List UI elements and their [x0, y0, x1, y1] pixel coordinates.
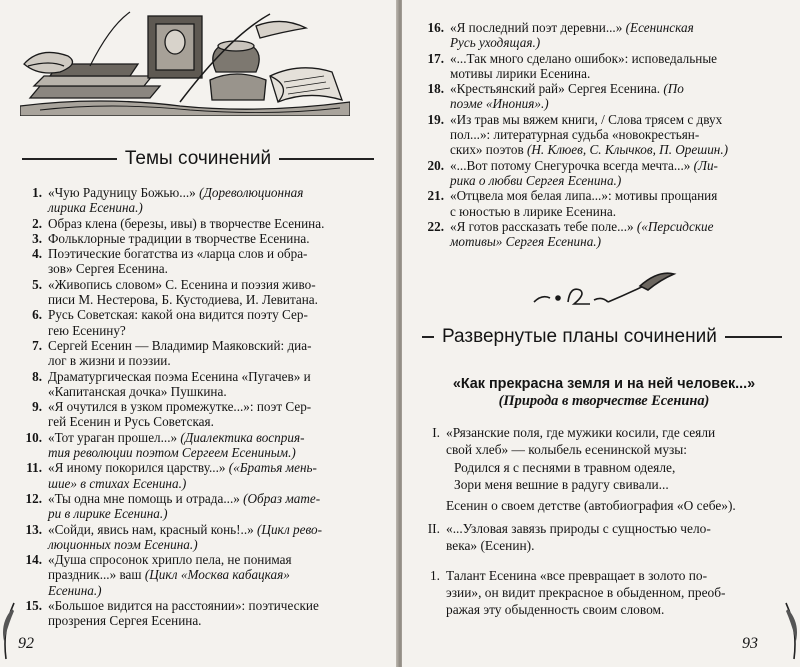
topic-item	[20, 399, 370, 430]
topic-number: 21.	[427, 188, 444, 204]
topic-item	[420, 188, 780, 219]
quill-flourish-icon	[528, 268, 678, 312]
topic-text: «Душа спросонок хрипло пела, не понимая праздник...» ваш (Цикл «Москва кабацкая» Есенина.)	[48, 552, 292, 598]
left-page	[0, 0, 398, 667]
topic-item	[420, 158, 780, 189]
plan-section-text: «Рязанские поля, где мужики косили, где сеяли свой хлеб» — колыбель есенинской музы:	[446, 425, 716, 457]
topic-number: 8.	[32, 368, 42, 384]
topic-text: «...Так много сделано ошибок»: исповедальные мотивы лирики Есенина.	[450, 50, 718, 81]
topic-number: 1.	[32, 185, 42, 200]
plan-section	[454, 459, 782, 493]
topic-item	[420, 51, 780, 82]
topic-text: «Из трав мы вяжем книги, / Слова трясем с двух пол...»: литературная судьба «новокрестьян- ских» поэтов (Н. Клюев, С. Клычков, П. Орешин.)	[450, 111, 729, 158]
topic-number: 19.	[427, 111, 444, 127]
corner-feather-icon	[0, 601, 16, 661]
topic-item	[420, 219, 780, 250]
topic-text: «Живопись словом» С. Есенина и поэзия живо- писи М. Нестерова, Б. Кустодиева, И. Левитана.	[48, 276, 318, 308]
plan-section-text: Родился я с песнями в травном одеяле, Зори меня вешние в радугу свивали...	[454, 460, 676, 492]
plans-rule-right	[725, 336, 782, 338]
topic-text: «Сойди, явись нам, красный конь!..» (Цикл рево- люционных поэм Есенина.)	[48, 521, 323, 552]
topic-text: Поэтические богатства из «ларца слов и обра- зов» Сергея Есенина.	[48, 246, 308, 277]
topic-text: «Я последний поэт деревни...» (Есенинская Русь уходящая.)	[450, 20, 694, 51]
topic-number: 20.	[427, 157, 444, 173]
topic-item	[420, 81, 780, 112]
topic-text: Русь Советская: какой она видится поэту Сер- гею Есенину?	[48, 307, 308, 338]
topic-item	[20, 522, 370, 553]
topic-text: «Большое видится на расстоянии»: поэтические прозрения Сергея Есенина.	[48, 598, 319, 629]
plan-section	[432, 424, 782, 458]
plan-section-text: Есенин о своем детстве (автобиография «О себе»).	[446, 498, 736, 513]
heading-rule-left	[22, 158, 117, 160]
topic-item	[20, 216, 370, 231]
topic-item	[20, 185, 370, 216]
topic-text: «Ты одна мне помощь и отрада...» (Образ мате- ри в лирике Есенина.)	[48, 490, 321, 522]
topic-number: 6.	[32, 307, 42, 323]
topic-text: Фольклорные традиции в творчестве Есенина.	[48, 230, 310, 246]
topic-number: 18.	[427, 81, 444, 97]
topic-item	[420, 112, 780, 158]
topic-text: «Отцвела моя белая липа...»: мотивы прощания с юностью в лирике Есенина.	[450, 188, 718, 219]
topic-item	[20, 231, 370, 246]
topic-item	[20, 598, 370, 629]
topic-item	[20, 369, 370, 400]
page-number-left: 92	[18, 635, 34, 652]
topic-text: Драматургическая поэма Есенина «Пугачев» и «Капитанская дочка» Пушкина.	[48, 368, 311, 399]
topic-text: «Я готов рассказать тебе поле...» («Персидские мотивы» Сергея Есенина.)	[450, 218, 714, 250]
plans-heading-text: Развернутые планы сочинений	[442, 326, 717, 347]
plan-title-block	[426, 376, 782, 410]
topic-text: «...Вот потому Снегурочка всегда мечта...» (Ли- рика о любви Сергея Есенина.)	[450, 157, 718, 188]
topic-text: «Я очутился в узком промежутке...»: поэт Сер- гей Есенин и Русь Советская.	[48, 399, 312, 430]
corner-feather-right-icon	[784, 601, 800, 661]
topic-text: Сергей Есенин — Владимир Маяковский: диа- лог в жизни и поэзии.	[48, 337, 312, 369]
topics-heading-text: Темы сочинений	[124, 148, 272, 169]
topic-number: 17.	[427, 50, 444, 66]
topic-number: 14.	[25, 552, 42, 568]
topic-text: Образ клена (березы, ивы) в творчестве Есенина.	[48, 215, 325, 231]
topic-text: «Чую Радуницу Божью...» (Дореволюционная лирика Есенина.)	[48, 185, 304, 216]
topic-number: 4.	[32, 246, 42, 262]
topic-number: 5.	[32, 276, 42, 292]
plan-section-mark: 1.	[429, 568, 440, 583]
topic-text: «Тот ураган прошел...» (Диалектика восприя- тия революции поэтом Сергеем Есениным.)	[48, 429, 305, 461]
topic-item	[420, 20, 780, 51]
topic-number: 7.	[32, 337, 42, 353]
topic-number: 9.	[32, 399, 42, 415]
plan-section-text: «...Узловая завязь природы с сущностью чело- века» (Есенин).	[446, 521, 711, 553]
plan-section	[429, 567, 782, 618]
topic-number: 12.	[25, 490, 42, 506]
page-number-right: 93	[742, 635, 758, 652]
topic-text: «Крестьянский рай» Сергея Есенина. (По поэме «Инония».)	[450, 81, 684, 112]
plan-section	[427, 520, 782, 554]
plan-section-text: Талант Есенина «все превращает в золото по- эзии», он видит прекрасное в обыденном, преоб- ражая эту обыденность своим словом.	[446, 568, 726, 617]
plan-subtitle: (Природа в творчестве Есенина)	[498, 393, 710, 409]
topic-number: 15.	[25, 598, 42, 614]
topic-number: 10.	[25, 429, 42, 445]
still-life-illustration	[20, 6, 350, 116]
topic-item	[20, 491, 370, 522]
plan-section-mark: II.	[427, 521, 440, 536]
topic-item	[20, 246, 370, 277]
topic-item	[20, 338, 370, 369]
topic-item	[20, 460, 370, 491]
topic-item	[20, 430, 370, 461]
topic-number: 3.	[32, 230, 42, 246]
plan-section	[446, 497, 782, 514]
topic-item	[20, 307, 370, 338]
topic-number: 2.	[32, 215, 42, 231]
topic-number: 11.	[26, 460, 42, 476]
topic-item	[20, 552, 370, 598]
heading-rule-right	[279, 158, 374, 160]
topic-number: 22.	[427, 218, 444, 234]
plan-section-mark: I.	[432, 425, 440, 440]
plans-heading	[422, 326, 782, 348]
topic-number: 13.	[25, 521, 42, 537]
right-page	[402, 0, 800, 667]
topics-heading	[22, 148, 374, 170]
topic-text: «Я иному покорился царству...» («Братья мень- шие» в стихах Есенина.)	[48, 460, 317, 491]
topic-number: 16.	[427, 20, 444, 35]
topics-list-left	[20, 185, 370, 629]
plans-rule-left	[422, 336, 434, 338]
plan-title: «Как прекрасна земля и на ней человек...»	[452, 376, 756, 392]
topic-item	[20, 277, 370, 308]
topics-list-right	[420, 20, 780, 249]
